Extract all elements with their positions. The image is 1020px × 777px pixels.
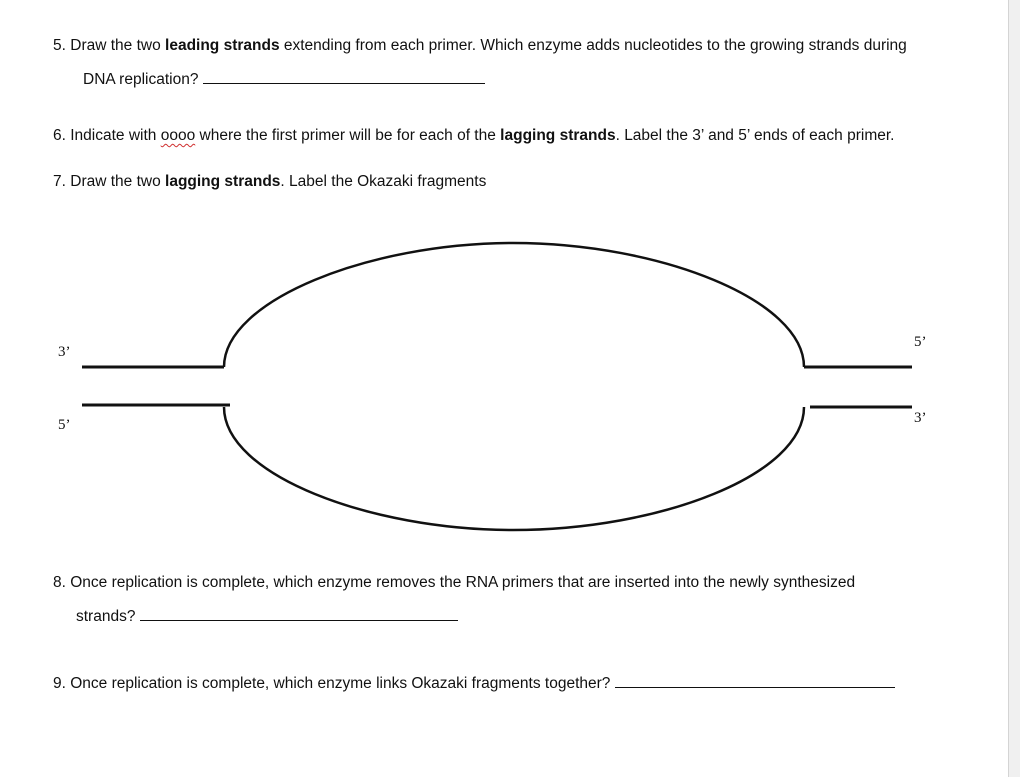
left-top-end-label: 3’ bbox=[58, 344, 71, 360]
left-bottom-end-label: 5’ bbox=[58, 417, 71, 433]
question-5-number: 5. bbox=[53, 37, 66, 54]
question-6-number: 6. bbox=[53, 127, 66, 144]
question-5-text-post: extending from each primer. Which enzyme adds nucleotides to the growing strands during bbox=[279, 37, 907, 54]
question-8-answer-blank[interactable] bbox=[140, 619, 458, 621]
question-6-text-mid: where the first primer will be for each of the bbox=[195, 127, 501, 144]
question-8-line-1: 8. Once replication is complete, which enzyme removes the RNA primers that are inserted into the newly synthesized bbox=[53, 574, 856, 591]
question-8-line-2-text: strands? bbox=[76, 608, 136, 625]
right-top-end-label: 5’ bbox=[914, 334, 927, 350]
primer-marker: oooo bbox=[160, 127, 196, 144]
question-9-text: 9. Once replication is complete, which enzyme links Okazaki fragments together? bbox=[53, 675, 611, 692]
bubble-bottom-arc bbox=[224, 407, 804, 530]
bubble-top-arc bbox=[224, 243, 804, 367]
question-8-line-2 bbox=[76, 607, 458, 627]
question-5-text-pre: Draw the two bbox=[70, 37, 166, 54]
question-5-bold: leading strands bbox=[165, 37, 280, 54]
question-6-text-post: . Label the 3’ and 5’ ends of each primer. bbox=[615, 127, 895, 144]
question-5-line-2-text: DNA replication? bbox=[83, 71, 199, 88]
question-7-number: 7. bbox=[53, 173, 66, 190]
question-9 bbox=[53, 674, 895, 694]
question-6-bold: lagging strands bbox=[500, 127, 616, 144]
question-7-text-pre: Draw the two bbox=[70, 173, 166, 190]
question-7-bold: lagging strands bbox=[165, 173, 281, 190]
question-9-answer-blank[interactable] bbox=[615, 686, 895, 688]
question-7-text-post: . Label the Okazaki fragments bbox=[280, 173, 487, 190]
question-6-text-pre: Indicate with bbox=[70, 127, 161, 144]
right-bottom-end-label: 3’ bbox=[914, 410, 927, 426]
